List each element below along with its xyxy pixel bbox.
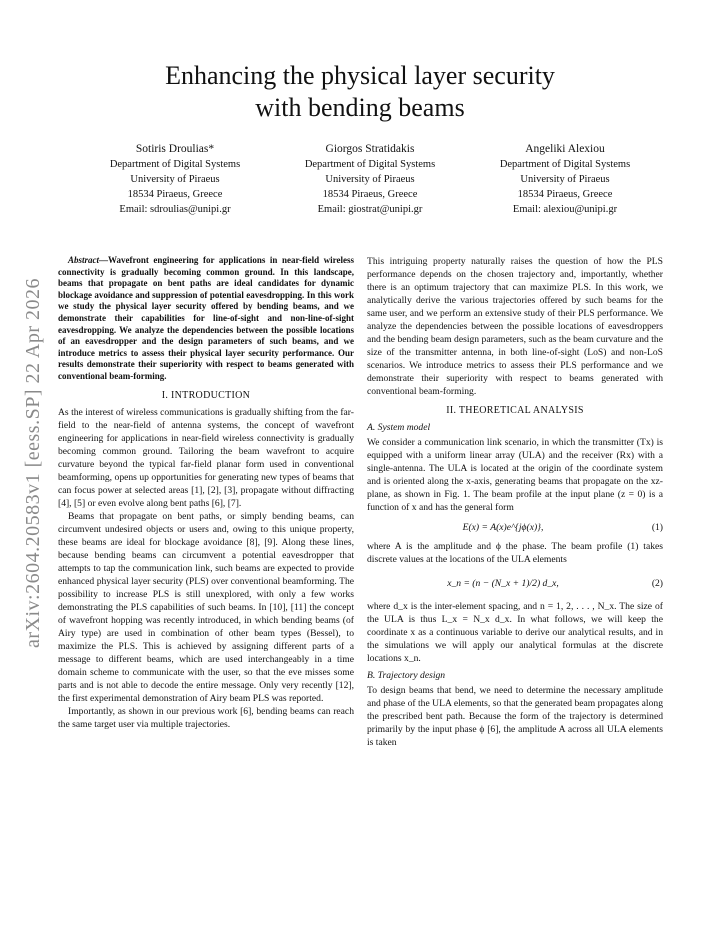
intro-paragraph-2: Beams that propagate on bent paths, or simply bending beams, can circumvent undesired objects or users and, owing to this unique property, these beams are ideal for blockage avoidance [8], [9]. Along these lines, because bending beams can circumvent a potential eavesdropper that attempts to tap the communication link, such beams are expected to provide enhanced physical layer security (PLS) over conventional beamforming. The possibility to increase PLS is still unexplored, with only a few works demonstrating the PLS capabilities of such beams. In [10], [11] the concept of wavefront hopping was recently introduced, in which bending beams (of Airy type) are used in combination of other beam types (Bessel), to maximize the PLS. This is achieved by assigning different parts of a message to different beams, which are used interchangeably in a time domain scheme to communicate with the user, so that the eve misses some parts and is not able to decode the entire message. Only very recently [12], the first experimental demonstration of Airy beam PLS was reported. — [58, 510, 354, 704]
author-email[interactable]: Email: sdroulias@unipi.gr — [119, 204, 231, 215]
author-address: 18534 Piraeus, Greece — [517, 189, 613, 200]
author-dept: Department of Digital Systems — [109, 159, 241, 170]
author-block — [80, 142, 660, 217]
equation-1-body: E(x) = A(x)e^{jϕ(x)}, — [462, 521, 544, 533]
trajectory-paragraph-1: To design beams that bend, we need to determine the necessary amplitude and phase of the ULA elements, so that the generated beam propagates along the prescribed bent path. Because the form of the trajectory is determined primarily by the input phase ϕ [6], the amplitude A across all ULA elements is taken — [367, 685, 663, 748]
author-name: Giorgos Stratidakis — [325, 143, 415, 155]
arxiv-stamp: arXiv:2604.20583v1 [eess.SP] 22 Apr 2026 — [22, 278, 44, 648]
subsection-heading-system-model: A. System model — [367, 422, 431, 433]
intro-paragraph-3: Importantly, as shown in our previous work [6], bending beams can reach the same target user via multiple trajectories. — [58, 705, 354, 730]
left-column — [58, 255, 354, 731]
author-dept: Department of Digital Systems — [304, 159, 436, 170]
equation-2-body: x_n = (n − (N_x + 1)/2) d_x, — [447, 577, 559, 589]
author-email[interactable]: Email: alexiou@unipi.gr — [512, 204, 618, 215]
author-univ: University of Piraeus — [325, 174, 415, 185]
equation-1 — [367, 514, 663, 540]
abstract-text: —Wavefront engineering for applications in near-field wireless connectivity is gradually becoming common ground. In this landscape, beams that propagate on bent paths are ideal candidates for dynamic blockage avoidance and suppression of potential eavesdropping. In this work we study the physical layer security offered by bending beams, and we demonstrate their capabilities for line-of-sight and non-line-of-sight eavesdropping. We analyze the dependencies between the possible locations of an eavesdropper and the design parameters of such beams, and we introduce metrics to assess their physical layer security performance. Our results demonstrate their superiority with respect to beams generated with conventional beam-forming. — [58, 255, 354, 381]
subsection-heading-trajectory-design: B. Trajectory design — [367, 670, 446, 681]
author-1 — [80, 142, 270, 217]
author-name: Sotiris Droulias* — [135, 143, 215, 155]
title-line-1: Enhancing the physical layer security — [165, 61, 555, 90]
system-model-paragraph-1: We consider a communication link scenario, in which the transmitter (Tx) is equipped with a uniform linear array (ULA) and the receiver (Rx) with a single-antenna. The ULA is located at the origin of the coordinate system and is oriented along the x-axis, generating beams that propagate on the xz-plane, as shown in Fig. 1. The beam profile at the input plane (z = 0) is a function of x and has the general form — [367, 437, 663, 513]
author-email[interactable]: Email: giostrat@unipi.gr — [317, 204, 423, 215]
author-address: 18534 Piraeus, Greece — [127, 189, 223, 200]
right-paragraph-1: This intriguing property naturally raises the question of how the PLS performance depends on the chosen trajectory and, importantly, whether there is an optimum trajectory that can maximize PLS. In this work, we analytically derive the various trajectories offered by such beams for the same user, and we perform an extensive study of their PLS performance. We analyze the dependencies between the possible locations of eavesdroppers and the bending beam design parameters, such as the beam curvature and the size of the transmitter antenna, in both line-of-sight (LoS) and non-LoS scenarios. We introduce metrics to assess their PLS performance and we demonstrate their superiority with respect to beams generated with conventional beam-forming. — [367, 256, 663, 397]
author-2 — [275, 142, 465, 217]
equation-2-number: (2) — [651, 577, 663, 589]
section-heading-introduction: I. INTRODUCTION — [161, 389, 251, 401]
section-heading-theory: II. THEORETICAL ANALYSIS — [446, 405, 584, 416]
system-model-paragraph-3: where d_x is the inter-element spacing, and n = 1, 2, . . . , N_x. The size of the ULA is thus L_x = N_x d_x. In what follows, we will keep the coordinate x as a continuous variable to derive our analytical results, and in the simulations we will apply our analytical formulas at the discrete locations x_n. — [367, 601, 663, 664]
author-dept: Department of Digital Systems — [499, 159, 631, 170]
author-3 — [470, 142, 660, 217]
author-univ: University of Piraeus — [520, 174, 610, 185]
intro-paragraph-1: As the interest of wireless communications is gradually shifting from the far-field to the near-field of antenna systems, the concept of wavefront engineering for applications in near-field wireless connectivity is gradually becoming common ground. Tailoring the beam wavefront to acquire curvature beyond the typical far-field planar form used in conventional beamforming, opens up opportunities for generating new types of beams that can focus power at selected areas [1], [2], [3], propagate without diffracting [4], [5] or even evolve along bent paths [6], [7]. — [58, 406, 354, 509]
right-column — [367, 255, 663, 749]
system-model-paragraph-2: where A is the amplitude and ϕ the phase. The beam profile (1) takes discrete values at the locations of the ULA elements — [367, 541, 663, 565]
author-univ: University of Piraeus — [130, 174, 220, 185]
equation-1-number: (1) — [651, 521, 663, 533]
abstract — [58, 255, 354, 383]
author-address: 18534 Piraeus, Greece — [322, 189, 418, 200]
author-name: Angeliki Alexiou — [525, 143, 605, 155]
abstract-lead: Abstract — [68, 255, 100, 265]
title-line-2: with bending beams — [255, 93, 465, 122]
paper-title — [0, 60, 720, 124]
equation-2 — [367, 566, 663, 600]
